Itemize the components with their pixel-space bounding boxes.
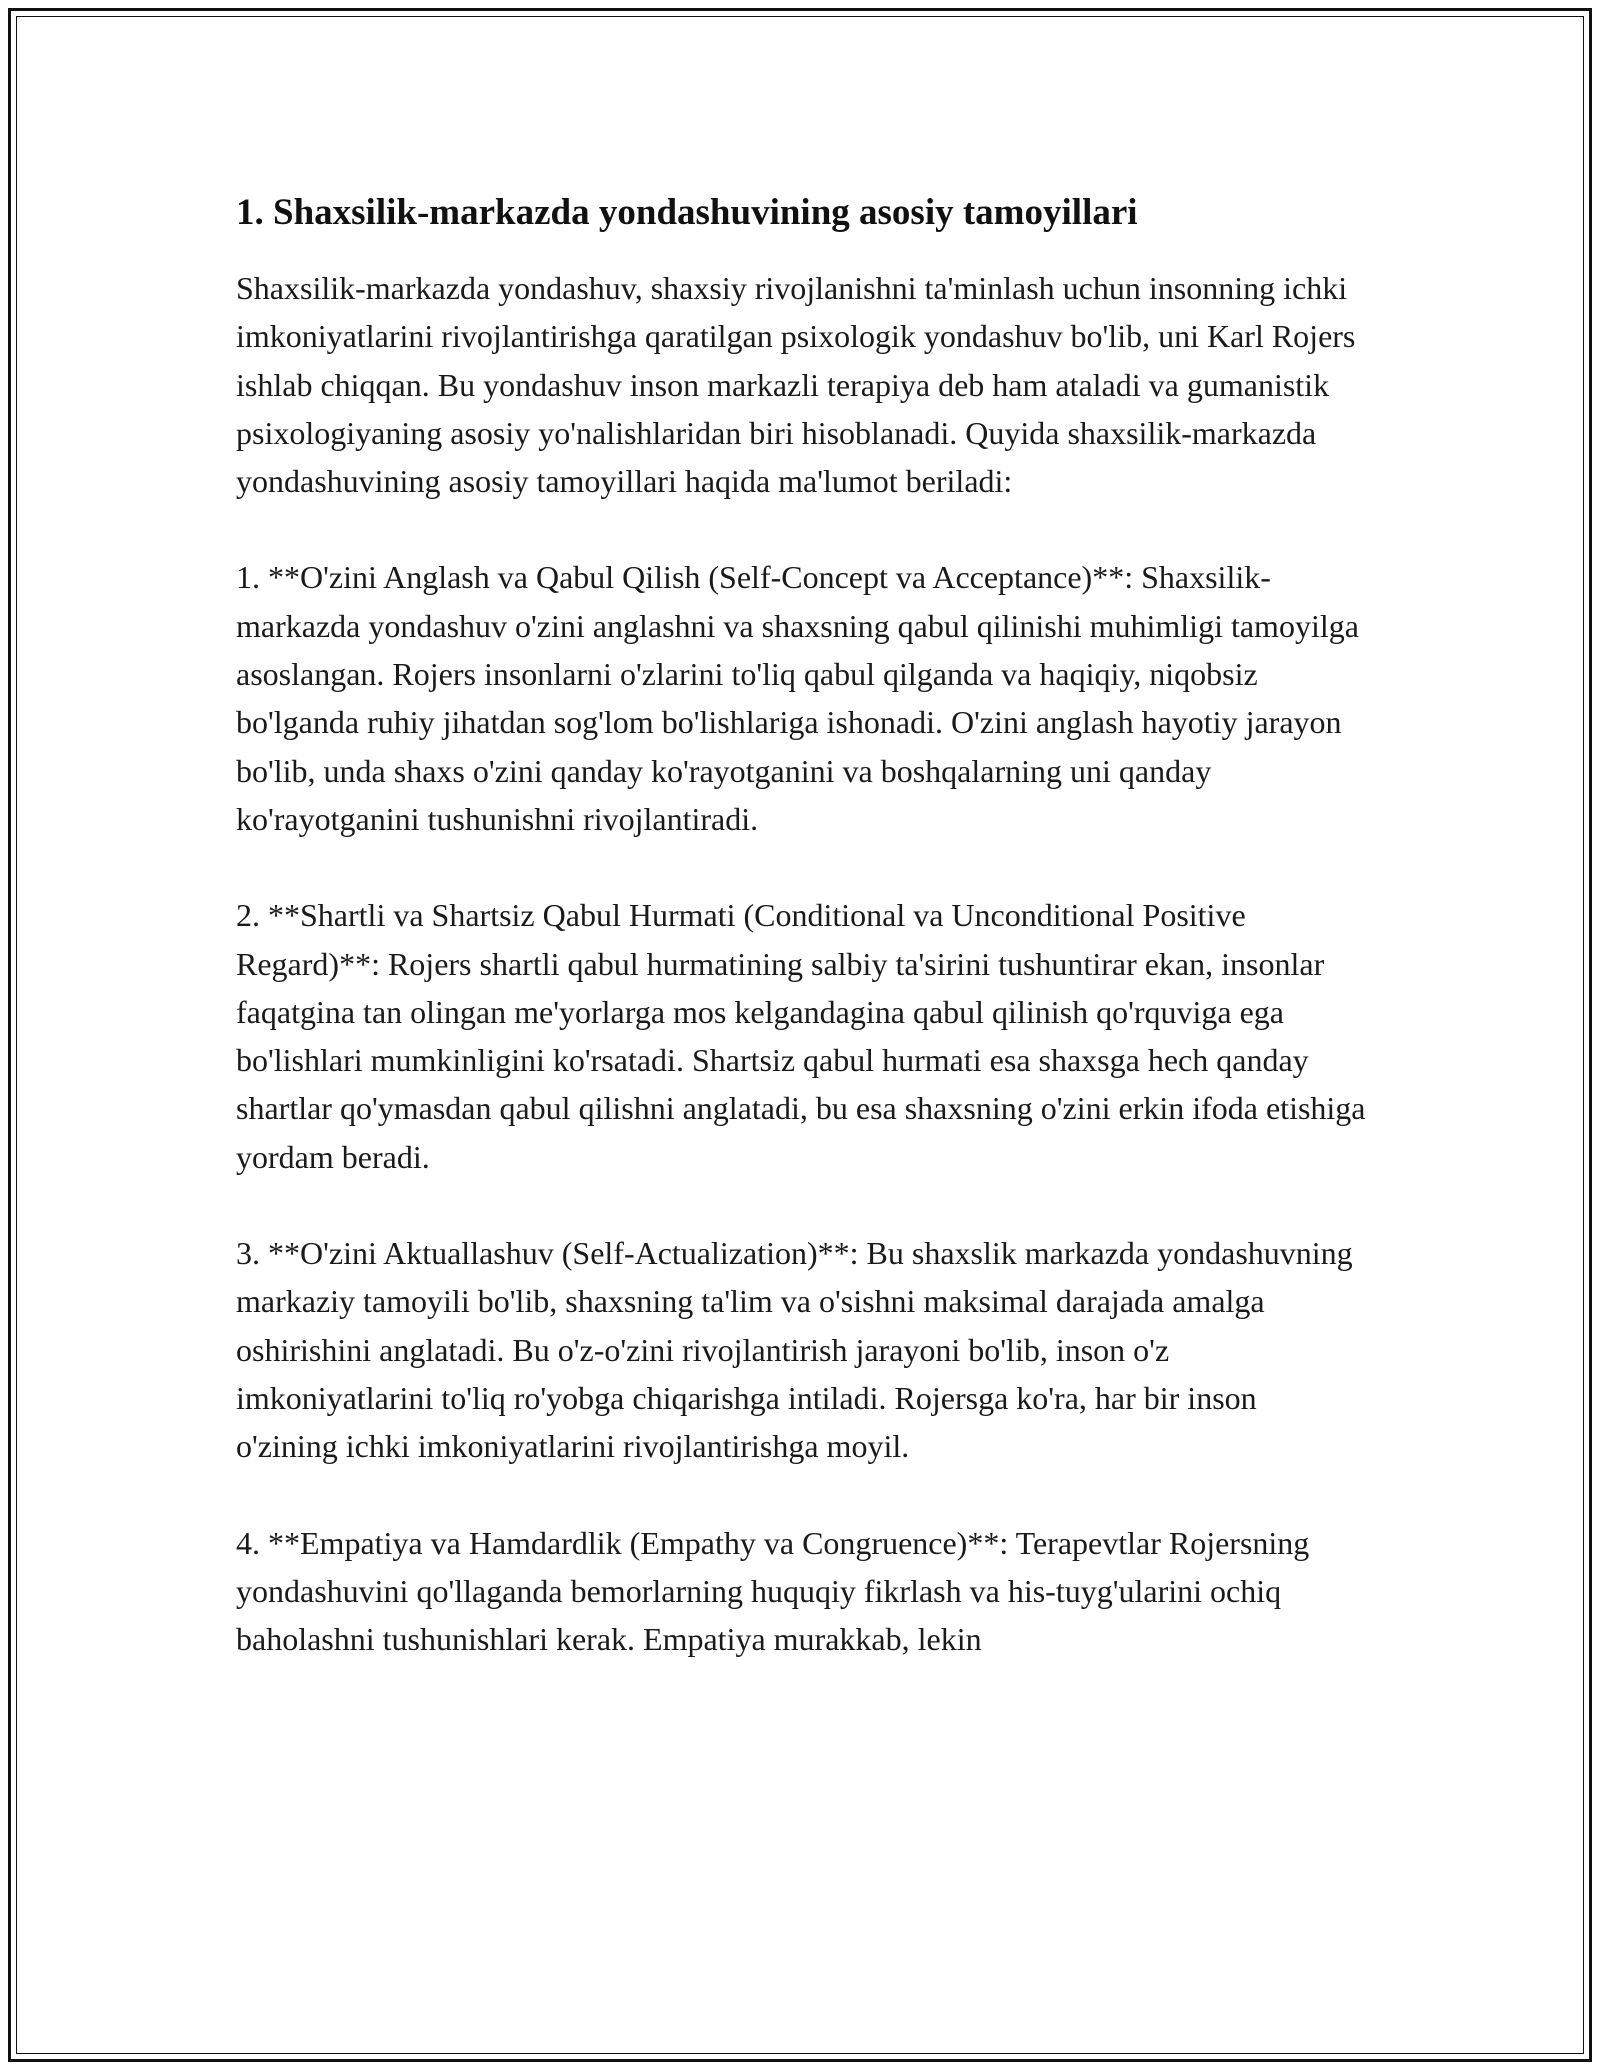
principle-1-paragraph: 1. **O'zini Anglash va Qabul Qilish (Self-Concept va Acceptance)**: Shaxsilik-markazda yondashuv o'zini anglashni va shaxsning qabul qilinishi muhimligi tamoyilga asoslangan. Rojers insonlarni o'zlarini to'liq qabul qilganda va haqiqiy, niqobsiz bo'lganda ruhiy jihatdan sog'lom bo'lishlariga ishonadi. O'zini anglash hayotiy jarayon bo'lib, unda shaxs o'zini qanday ko'rayotganini va boshqalarning uni qanday ko'rayotganini tushunishni rivojlantiradi. [236,559,1359,837]
principle-4-paragraph: 4. **Empatiya va Hamdardlik (Empathy va Congruence)**: Terapevtlar Rojersning yondashuvini qo'llaganda bemorlarning huquqiy fikrlash va his-tuyg'ularini ochiq baholashni tushunishlari kerak. Empatiya murakkab, lekin [236,1524,1310,1658]
section-heading: 1. Shaxsilik-markazda yondashuvining asosiy tamoyillari [236,192,1138,233]
document-body [236,190,1366,1711]
principle-3-paragraph: 3. **O'zini Aktuallashuv (Self-Actualization)**: Bu shaxslik markazda yondashuvning markaziy tamoyili bo'lib, shaxsning ta'lim va o'sishni maksimal darajada amalga oshirishini anglatadi. Bu o'z-o'zini rivojlantirish jarayoni bo'lib, inson o'z imkoniyatlarini to'liq ro'yobga chiqarishga intiladi. Rojersga ko'ra, har bir inson o'zining ichki imkoniyatlarini rivojlantirishga moyil. [236,1235,1353,1465]
principle-2-paragraph: 2. **Shartli va Shartsiz Qabul Hurmati (Conditional va Unconditional Positive Regard)**: Rojers shartli qabul hurmatining salbiy ta'sirini tushuntirar ekan, insonlar faqatgina tan olingan me'yorlarga mos kelgandagina qabul qilinish qo'rquviga ega bo'lishlari mumkinligini ko'rsatadi. Shartsiz qabul hurmati esa shaxsga hech qanday shartlar qo'ymasdan qabul qilishni anglatadi, bu esa shaxsning o'zini erkin ifoda etishiga yordam beradi. [236,897,1366,1175]
intro-paragraph: Shaxsilik-markazda yondashuv, shaxsiy rivojlanishni ta'minlash uchun insonning ichki imkoniyatlarini rivojlantirishga qaratilgan psixologik yondashuv bo'lib, uni Karl Rojers ishlab chiqqan. Bu yondashuv inson markazli terapiya deb ham ataladi va gumanistik psixologiyaning asosiy yo'nalishlaridan biri hisoblanadi. Quyida shaxsilik-markazda yondashuvining asosiy tamoyillari haqida ma'lumot beriladi: [236,270,1356,500]
